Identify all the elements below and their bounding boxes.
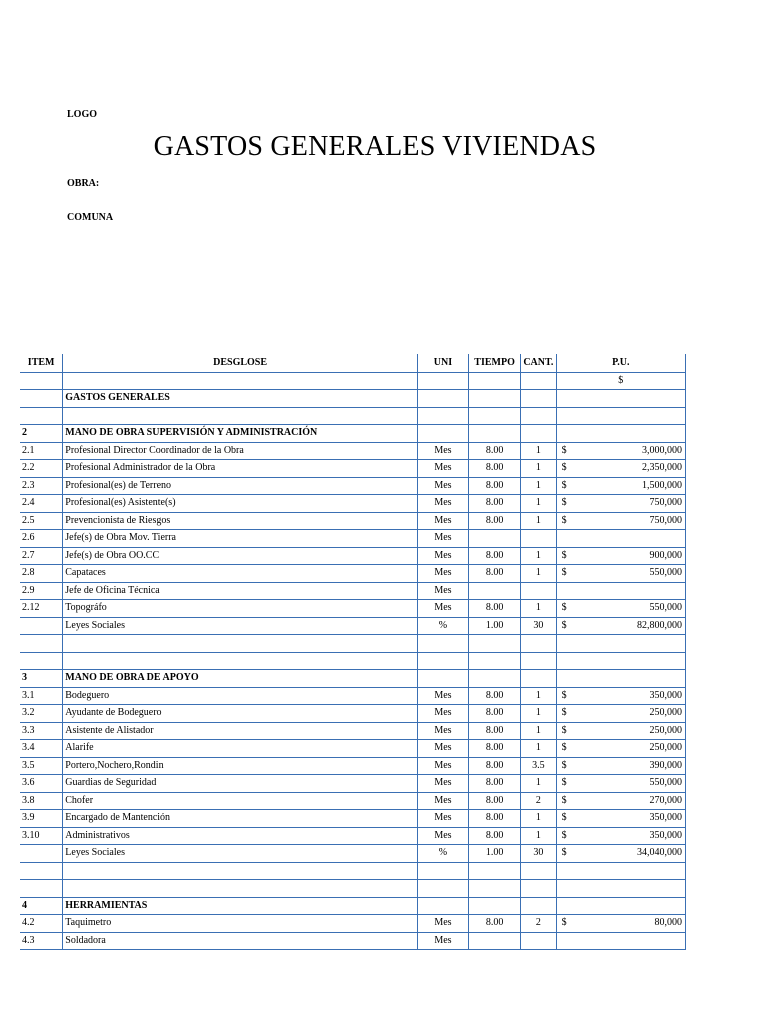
pu-cell [556,757,685,775]
uni-cell: Mes [417,600,468,618]
col-header-item: ITEM [20,355,63,373]
desglose-cell: Capataces [63,565,418,583]
tiempo-cell: 8.00 [469,722,521,740]
desglose-cell: Administrativos [63,827,418,845]
blank-row [20,652,686,670]
unit-price-amount: 350,000 [649,829,682,841]
cant-cell: 1 [521,512,556,530]
empty-cell [417,635,468,653]
unit-price-amount: 550,000 [649,567,682,578]
page-title: GASTOS GENERALES VIVIENDAS [153,131,597,162]
pu-cell [556,932,685,950]
empty-cell [521,670,556,688]
tiempo-cell: 8.00 [469,827,521,845]
item-cell [20,390,63,408]
desglose-cell: Bodeguero [63,687,418,705]
table-row [20,775,686,793]
uni-cell: Mes [417,827,468,845]
item-cell: 2.5 [20,512,63,530]
table-row [20,582,686,600]
expense-table [20,354,686,950]
table-row [20,845,686,863]
empty-cell [63,635,418,653]
item-cell: 3.2 [20,705,63,723]
empty-cell [417,652,468,670]
empty-cell [417,425,468,443]
item-cell: 3.4 [20,740,63,758]
table-row [20,512,686,530]
cant-cell: 1 [521,547,556,565]
desglose-cell: Jefe(s) de Obra Mov. Tierra [63,530,418,548]
empty-cell [63,652,418,670]
empty-cell [556,880,685,898]
cant-cell: 1 [521,495,556,513]
item-cell: 2.7 [20,547,63,565]
tiempo-cell: 8.00 [469,915,521,933]
desglose-cell: Topográfo [63,600,418,618]
unit-price-amount: 550,000 [649,602,682,613]
table-row [20,915,686,933]
table-row [20,495,686,513]
uni-cell: % [417,617,468,635]
empty-cell [469,425,521,443]
uni-cell: Mes [417,547,468,565]
uni-cell: Mes [417,915,468,933]
table-header-row [20,355,686,373]
uni-cell: Mes [417,565,468,583]
cant-cell: 1 [521,477,556,495]
pu-cell [556,810,685,828]
desglose-cell: Jefe de Oficina Técnica [63,582,418,600]
cant-cell: 1 [521,722,556,740]
cant-cell: 30 [521,845,556,863]
tiempo-cell: 8.00 [469,477,521,495]
pu-cell [556,547,685,565]
unit-price-amount: 900,000 [649,549,682,561]
empty-cell [469,670,521,688]
uni-cell: Mes [417,460,468,478]
cant-cell: 1 [521,740,556,758]
currency-symbol: $ [561,567,567,578]
unit-price-amount: 550,000 [649,777,682,788]
table-row [20,477,686,495]
currency-symbol: $ [561,742,567,753]
table-row [20,530,686,548]
currency-symbol: $ [561,462,567,473]
item-cell: 2.12 [20,600,63,618]
empty-cell [469,372,521,390]
currency-symbol: $ [561,689,567,701]
item-cell: 3.5 [20,757,63,775]
pu-cell [556,565,685,583]
currency-symbol: $ [561,707,567,718]
pu-cell [556,442,685,460]
desglose-cell: Guardias de Seguridad [63,775,418,793]
item-cell: 2.4 [20,495,63,513]
tiempo-cell: 8.00 [469,512,521,530]
uni-cell: Mes [417,687,468,705]
cant-cell: 1 [521,687,556,705]
desglose-cell: Leyes Sociales [63,845,418,863]
item-cell: 3.3 [20,722,63,740]
pu-cell [556,512,685,530]
empty-cell [521,425,556,443]
uni-cell: Mes [417,495,468,513]
table-body [20,372,686,950]
cant-cell: 2 [521,915,556,933]
comuna-label: COMUNA [67,212,114,223]
unit-price-amount: 250,000 [649,724,682,736]
empty-cell [521,407,556,425]
empty-cell [20,862,63,880]
pu-cell [556,600,685,618]
empty-cell [521,880,556,898]
currency-symbol: $ [561,444,567,456]
pu-cell [556,495,685,513]
unit-price-amount: 750,000 [649,514,682,526]
empty-cell [417,407,468,425]
desglose-cell: Ayudante de Bodeguero [63,705,418,723]
pu-cell [556,845,685,863]
desglose-cell: Profesional(es) de Terreno [63,477,418,495]
blank-row [20,407,686,425]
empty-cell [521,372,556,390]
cant-cell: 1 [521,460,556,478]
uni-cell: Mes [417,757,468,775]
currency-symbol: $ [561,917,567,928]
item-cell: 2 [20,425,63,443]
desglose-cell: Profesional Administrador de la Obra [63,460,418,478]
section-row [20,425,686,443]
currency-symbol: $ [561,759,567,771]
tiempo-cell: 8.00 [469,757,521,775]
uni-cell: Mes [417,705,468,723]
tiempo-cell: 8.00 [469,775,521,793]
obra-label: OBRA: [67,178,100,189]
empty-cell [521,652,556,670]
empty-cell [469,635,521,653]
blank-row [20,635,686,653]
currency-symbol: $ [561,549,567,561]
pu-cell [556,792,685,810]
col-header-pu: P.U. [556,355,685,373]
empty-cell [469,390,521,408]
section-title-cell: HERRAMIENTAS [63,897,418,915]
pu-cell [556,530,685,548]
section-row [20,670,686,688]
pu-cell [556,460,685,478]
col-header-desglose: DESGLOSE [63,355,418,373]
table-row [20,600,686,618]
empty-cell [63,372,418,390]
pu-cell [556,740,685,758]
empty-cell [417,390,468,408]
pu-cell [556,705,685,723]
empty-cell [63,880,418,898]
item-cell: 3.1 [20,687,63,705]
desglose-cell: Portero,Nochero,Rondin [63,757,418,775]
table-row [20,827,686,845]
desglose-cell: Soldadora [63,932,418,950]
section-title-cell: GASTOS GENERALES [63,390,418,408]
tiempo-cell: 8.00 [469,705,521,723]
item-cell: 2.8 [20,565,63,583]
table-row [20,740,686,758]
empty-cell [417,862,468,880]
currency-symbol: $ [561,777,567,788]
desglose-cell: Encargado de Mantención [63,810,418,828]
item-cell: 3.10 [20,827,63,845]
item-cell: 3.6 [20,775,63,793]
empty-cell [556,862,685,880]
uni-cell: Mes [417,477,468,495]
uni-cell: % [417,845,468,863]
uni-cell: Mes [417,792,468,810]
empty-cell [20,635,63,653]
empty-cell [417,670,468,688]
item-cell: 2.1 [20,442,63,460]
pu-cell [556,775,685,793]
unit-price-amount: 350,000 [649,812,682,823]
empty-cell [521,390,556,408]
pu-cell [556,582,685,600]
currency-symbol: $ [561,794,567,806]
table-row [20,705,686,723]
empty-cell [469,880,521,898]
uni-cell: Mes [417,932,468,950]
table-row [20,460,686,478]
empty-cell [556,407,685,425]
desglose-cell: Taquimetro [63,915,418,933]
cant-cell: 1 [521,442,556,460]
tiempo-cell: 8.00 [469,600,521,618]
cant-cell: 3.5 [521,757,556,775]
unit-price-amount: 34,040,000 [637,847,682,858]
tiempo-cell: 8.00 [469,792,521,810]
item-cell: 3.9 [20,810,63,828]
desglose-cell: Profesional(es) Asistente(s) [63,495,418,513]
table-row [20,547,686,565]
item-cell [20,617,63,635]
currency-symbol: $ [561,847,567,858]
col-header-tiempo: TIEMPO [469,355,521,373]
item-cell: 2.2 [20,460,63,478]
currency-symbol: $ [561,724,567,736]
empty-cell [417,897,468,915]
empty-cell [556,652,685,670]
tiempo-cell: 8.00 [469,740,521,758]
table-row [20,810,686,828]
table-row [20,722,686,740]
pu-cell [556,687,685,705]
currency-symbol: $ [561,514,567,526]
unit-price-amount: 80,000 [654,917,682,928]
table-row [20,757,686,775]
item-cell: 2.6 [20,530,63,548]
tiempo-cell: 8.00 [469,687,521,705]
section-row [20,897,686,915]
item-cell: 2.3 [20,477,63,495]
empty-cell [417,372,468,390]
empty-cell [556,897,685,915]
cant-cell: 1 [521,565,556,583]
blank-row [20,862,686,880]
tiempo-cell [469,530,521,548]
cant-cell: 2 [521,792,556,810]
currency-row [20,372,686,390]
currency-symbol: $ [561,479,567,491]
table-row [20,617,686,635]
item-cell: 4 [20,897,63,915]
currency-symbol: $ [561,619,567,631]
section-title-cell: MANO DE OBRA SUPERVISIÓN Y ADMINISTRACIÓN [63,425,418,443]
uni-cell: Mes [417,722,468,740]
empty-cell [20,880,63,898]
pu-cell [556,477,685,495]
currency-symbol: $ [561,829,567,841]
uni-cell: Mes [417,775,468,793]
cant-cell [521,932,556,950]
cant-cell: 1 [521,775,556,793]
desglose-cell: Profesional Director Coordinador de la Obra [63,442,418,460]
tiempo-cell: 1.00 [469,845,521,863]
tiempo-cell: 1.00 [469,617,521,635]
item-cell: 3.8 [20,792,63,810]
unit-price-amount: 1,500,000 [642,479,682,491]
table-row [20,442,686,460]
col-header-cant: CANT. [521,355,556,373]
desglose-cell: Alarife [63,740,418,758]
uni-cell: Mes [417,530,468,548]
empty-cell [20,652,63,670]
cant-cell: 1 [521,600,556,618]
desglose-cell: Chofer [63,792,418,810]
item-cell: 4.3 [20,932,63,950]
currency-symbol: $ [561,602,567,613]
empty-cell [417,880,468,898]
table-row [20,565,686,583]
cant-cell: 1 [521,827,556,845]
pu-cell [556,915,685,933]
currency-symbol: $ [561,812,567,823]
currency-header-cell: $ [556,372,685,390]
table-row [20,932,686,950]
empty-cell [469,407,521,425]
item-cell: 4.2 [20,915,63,933]
pu-cell [556,827,685,845]
col-header-uni: UNI [417,355,468,373]
empty-cell [63,862,418,880]
desglose-cell: Jefe(s) de Obra OO.CC [63,547,418,565]
tiempo-cell: 8.00 [469,495,521,513]
empty-cell [556,635,685,653]
blank-row [20,880,686,898]
desglose-cell: Prevencionista de Riesgos [63,512,418,530]
unit-price-amount: 750,000 [649,497,682,508]
tiempo-cell [469,932,521,950]
tiempo-cell: 8.00 [469,547,521,565]
tiempo-cell: 8.00 [469,565,521,583]
item-cell [20,845,63,863]
section-row [20,390,686,408]
empty-cell [521,897,556,915]
unit-price-amount: 3,000,000 [642,444,682,456]
pu-cell [556,722,685,740]
unit-price-amount: 350,000 [649,689,682,701]
table-row [20,687,686,705]
unit-price-amount: 390,000 [649,759,682,771]
cant-cell: 1 [521,705,556,723]
cant-cell: 30 [521,617,556,635]
uni-cell: Mes [417,582,468,600]
unit-price-amount: 82,800,000 [637,619,682,631]
tiempo-cell: 8.00 [469,810,521,828]
unit-price-amount: 270,000 [649,794,682,806]
tiempo-cell [469,582,521,600]
logo-placeholder: LOGO [67,109,98,120]
tiempo-cell: 8.00 [469,442,521,460]
uni-cell: Mes [417,740,468,758]
empty-cell [20,407,63,425]
desglose-cell: Leyes Sociales [63,617,418,635]
uni-cell: Mes [417,442,468,460]
cant-cell [521,582,556,600]
item-cell: 2.9 [20,582,63,600]
empty-cell [469,652,521,670]
empty-cell [469,862,521,880]
cant-cell [521,530,556,548]
unit-price-amount: 2,350,000 [642,462,682,473]
tiempo-cell: 8.00 [469,460,521,478]
empty-cell [521,862,556,880]
empty-cell [556,670,685,688]
uni-cell: Mes [417,810,468,828]
table-row [20,792,686,810]
empty-cell [521,635,556,653]
empty-cell [63,407,418,425]
empty-cell [556,390,685,408]
unit-price-amount: 250,000 [649,742,682,753]
section-title-cell: MANO DE OBRA DE APOYO [63,670,418,688]
uni-cell: Mes [417,512,468,530]
unit-price-amount: 250,000 [649,707,682,718]
empty-cell [556,425,685,443]
empty-cell [20,372,63,390]
pu-cell [556,617,685,635]
currency-symbol: $ [561,497,567,508]
empty-cell [469,897,521,915]
cant-cell: 1 [521,810,556,828]
desglose-cell: Asistente de Alistador [63,722,418,740]
item-cell: 3 [20,670,63,688]
